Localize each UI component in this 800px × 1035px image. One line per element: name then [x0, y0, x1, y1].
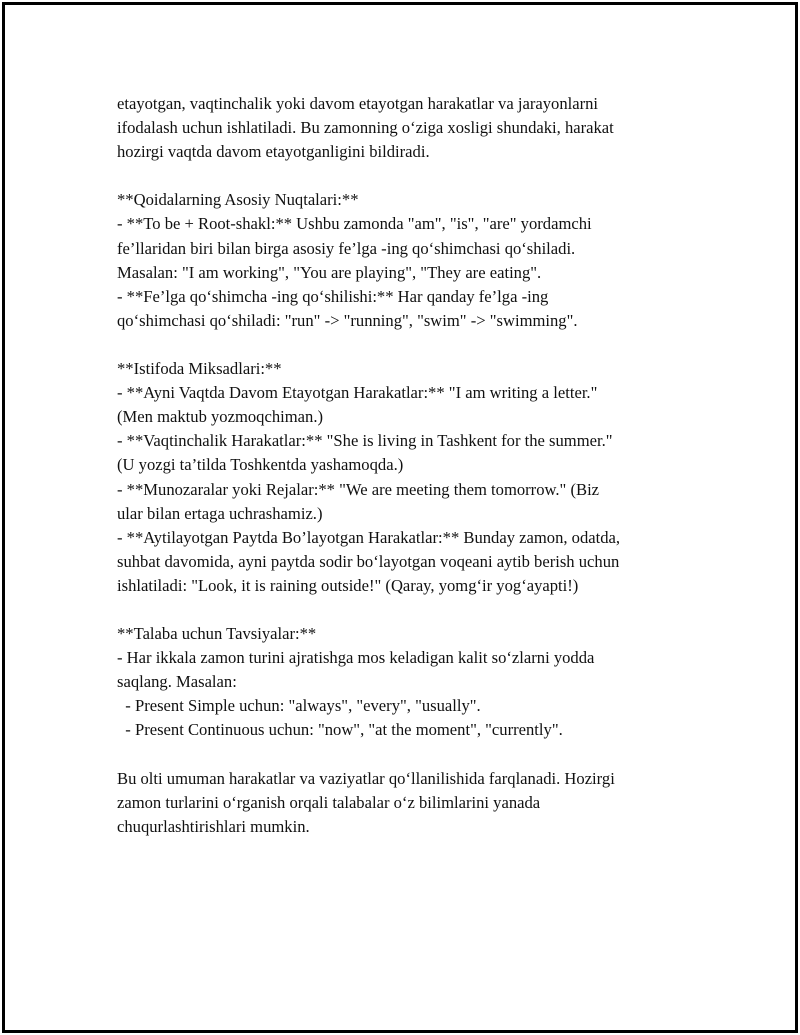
text-line: Masalan: "I am working", "You are playing", "They are eating". — [117, 262, 542, 282]
rules-heading: **Qoidalarning Asosiy Nuqtalari:** — [117, 190, 359, 210]
paragraph-gap — [117, 598, 697, 622]
text-line: ishlatiladi: "Look, it is raining outside!" (Qaray, yomg‘ir yog‘ayapti!) — [117, 575, 579, 595]
text-line: - Har ikkala zamon turini ajratishga mos keladigan kalit so‘zlarni yodda — [117, 648, 595, 668]
intro-paragraph — [117, 92, 697, 164]
rules-section — [117, 188, 697, 333]
text-line: - **Aytilayotgan Paytda Bo’layotgan Harakatlar:** Bunday zamon, odatda, — [117, 527, 621, 547]
text-line: - **Munozaralar yoki Rejalar:** "We are meeting them tomorrow." (Biz — [117, 479, 600, 499]
conclusion-paragraph — [117, 767, 697, 839]
text-line: - **Fe’lga qo‘shimcha -ing qo‘shilishi:** Har qanday fe’lga -ing — [117, 286, 549, 306]
text-line: qo‘shimchasi qo‘shiladi: "run" -> "running", "swim" -> "swimming". — [117, 310, 578, 330]
text-line: - **To be + Root-shakl:** Ushbu zamonda "am", "is", "are" yordamchi — [117, 214, 592, 234]
text-line: - **Ayni Vaqtda Davom Etayotgan Harakatlar:** "I am writing a letter." — [117, 383, 598, 403]
text-line: - Present Simple uchun: "always", "every", "usually". — [117, 696, 481, 716]
tips-section — [117, 622, 697, 742]
text-line: saqlang. Masalan: — [117, 672, 237, 692]
text-line: (U yozgi ta’tilda Toshkentda yashamoqda.) — [117, 455, 404, 475]
text-line: - Present Continuous uchun: "now", "at the moment", "currently". — [117, 720, 563, 740]
text-line: Bu olti umuman harakatlar va vaziyatlar qo‘llanilishida farqlanadi. Hozirgi — [117, 768, 615, 788]
text-line: chuqurlashtirishlari mumkin. — [117, 816, 310, 836]
text-line: ifodalash uchun ishlatiladi. Bu zamonning o‘ziga xosligi shundaki, harakat — [117, 118, 614, 138]
text-line: suhbat davomida, ayni paytda sodir bo‘layotgan voqeani aytib berish uchun — [117, 551, 620, 571]
paragraph-gap — [117, 164, 697, 188]
text-line: - **Vaqtinchalik Harakatlar:** "She is living in Tashkent for the summer." — [117, 431, 613, 451]
paragraph-gap — [117, 743, 697, 767]
text-line: (Men maktub yozmoqchiman.) — [117, 407, 323, 427]
paragraph-gap — [117, 333, 697, 357]
document-body — [117, 92, 697, 839]
usage-section — [117, 357, 697, 598]
text-line: etayotgan, vaqtinchalik yoki davom etayotgan harakatlar va jarayonlarni — [117, 94, 599, 113]
tips-heading: **Talaba uchun Tavsiyalar:** — [117, 624, 317, 644]
text-line: ular bilan ertaga uchrashamiz.) — [117, 503, 323, 523]
usage-heading: **Istifoda Miksadlari:** — [117, 359, 282, 379]
text-line: fe’llaridan biri bilan birga asosiy fe’lga -ing qo‘shimchasi qo‘shiladi. — [117, 238, 576, 258]
text-line: hozirgi vaqtda davom etayotganligini bildiradi. — [117, 142, 430, 162]
text-line: zamon turlarini o‘rganish orqali talabalar o‘z bilimlarini yanada — [117, 792, 541, 812]
